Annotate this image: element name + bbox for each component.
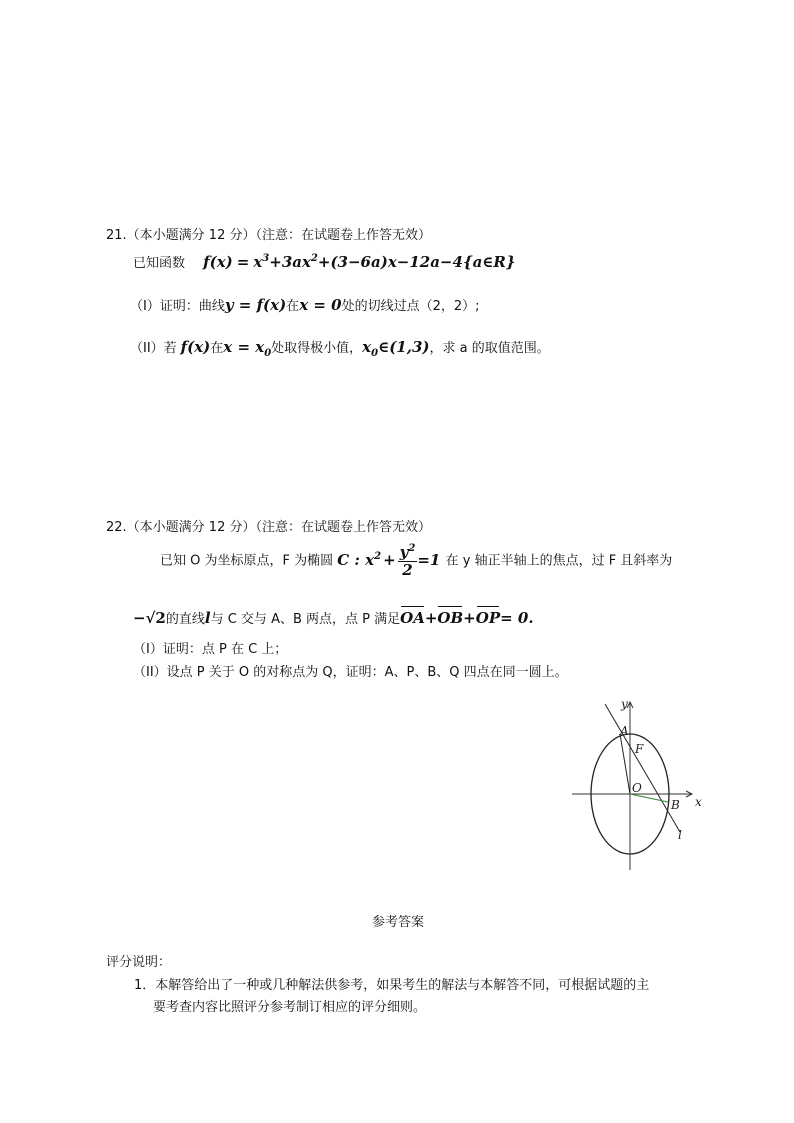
answers-title: 参考答案 (372, 915, 425, 930)
q21-p1-math1: y = f(x) (224, 296, 287, 314)
q22-part1: （Ⅰ）证明：点 P 在 C 上； (133, 642, 288, 657)
segment-oa (620, 734, 630, 794)
label-l: l (678, 828, 682, 842)
q21-part1: （I）证明：曲线y = f(x)在x = 0处的切线过点（2，2）; (130, 296, 480, 314)
q22-part2: （II）设点 P 关于 O 的对称点为 Q，证明：A、P、B、Q 四点在同一圆上。 (133, 665, 568, 680)
label-b: B (671, 798, 680, 812)
q21-part2: （II）若 f(x)在$x = x_0$处取得极小值，$x_0\in(1,3)$，求 a 的取值范围。 (130, 338, 550, 359)
q22-heading: 22.（本小题满分 12 分）（注意：在试题卷上作答无效） (106, 520, 431, 535)
q22-line2: −√2的直线l与 C 交与 A、B 两点，点 P 满足OA+OB+OP= 0. (133, 609, 534, 627)
q21-given (133, 252, 516, 271)
q21-function-expression: $f(x) = x^3+3ax^2+(3-6a)x-12a-4\{a\in R\}$ (203, 253, 516, 271)
q22-vector-equation: OA+OB+OP= 0. (400, 609, 534, 627)
q22-line-l: l (204, 609, 211, 627)
label-y: y (621, 697, 628, 711)
label-f: F (635, 742, 644, 756)
grading-note-1-line2: 要考查内容比照评分参考制订相应的评分细则。 (153, 1000, 427, 1015)
segment-ob (630, 794, 668, 802)
q21-p2-math1: f(x) (180, 338, 211, 356)
grading-note-1-line1: 1．本解答给出了一种或几种解法供参考，如果考生的解法与本解答不同，可根据试题的主 (134, 978, 650, 993)
label-o: O (632, 781, 642, 795)
q22-ellipse-fraction: $\frac{y^2}{2}$ (399, 543, 416, 579)
q22-slope: −√2 (133, 609, 166, 627)
ellipse-figure-svg (568, 694, 720, 874)
q22-line1: 已知 O 为坐标原点，F 为椭圆 C : $x^2$ + $\frac{y^2}{2}$ =1 在 y 轴正半轴上的焦点，过 F 且斜率为 (160, 543, 673, 579)
q21-p1-math2: x = 0 (299, 296, 342, 314)
ellipse-figure (568, 694, 720, 874)
q22-ellipse-equation: C : $x^2$ + $\frac{y^2}{2}$ =1 (337, 543, 441, 579)
grading-notes-heading: 评分说明： (106, 955, 172, 970)
q21-heading: 21.（本小题满分 12 分）（注意：在试题卷上作答无效） (106, 228, 431, 243)
line-l (605, 704, 680, 832)
label-x: x (695, 795, 702, 809)
q21-p2-math2: $x = x_0$ (223, 338, 272, 359)
q21-given-prefix: 已知函数 (133, 256, 186, 271)
label-a: A (620, 724, 629, 738)
q21-p2-math3: $x_0\in(1,3)$ (362, 338, 430, 359)
